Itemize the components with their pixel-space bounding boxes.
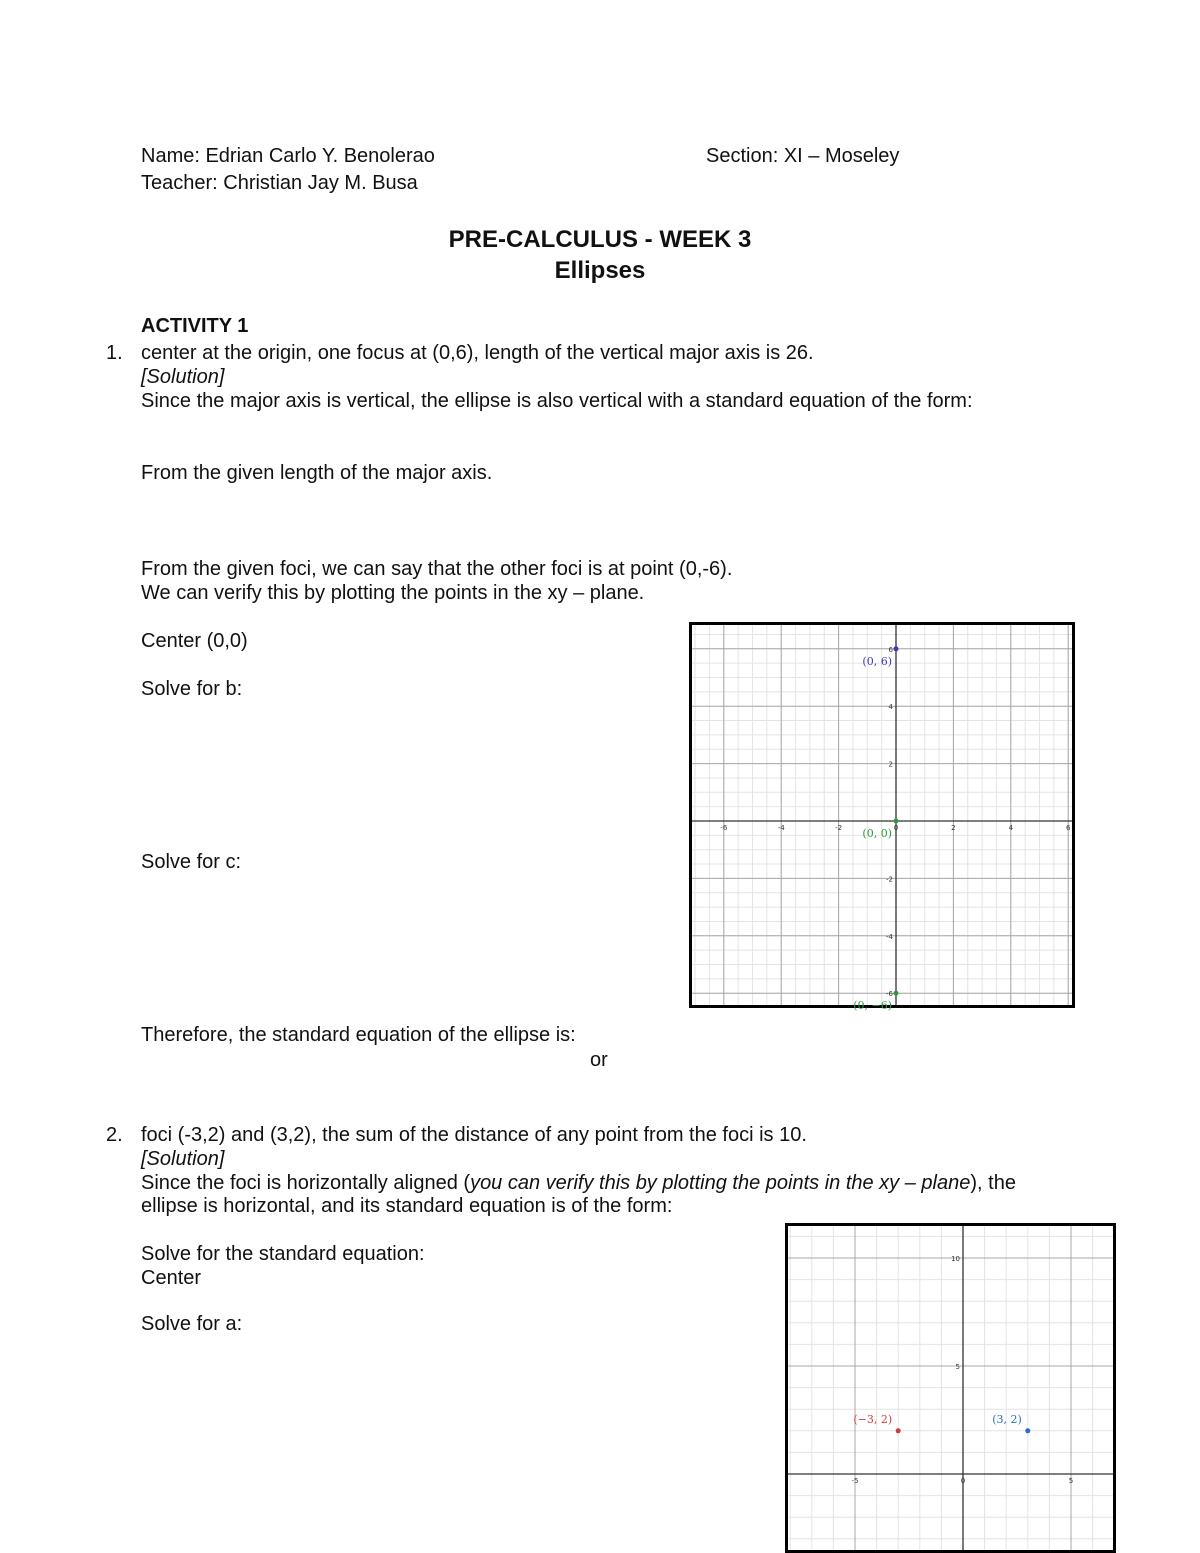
point-label: (0, 6): [862, 654, 892, 668]
center-label: Center (0,0): [141, 630, 248, 652]
x-tick-label: -5: [851, 1477, 859, 1485]
x-tick-label: 0: [893, 824, 899, 832]
y-tick-label: -2: [886, 875, 893, 884]
x-tick-label: -6: [720, 824, 728, 832]
graph-plot: [788, 1226, 1113, 1550]
y-tick-label: 2: [888, 760, 893, 769]
point-label: (3, 2): [992, 1412, 1022, 1426]
conclusion-text: Therefore, the standard equation of the ellipse is:: [141, 1024, 576, 1046]
data-point: [894, 991, 899, 996]
point-label: (0, −6): [853, 999, 892, 1013]
problem-statement: foci (-3,2) and (3,2), the sum of the distance of any point from the foci is 10.: [141, 1124, 807, 1146]
x-tick-label: -2: [835, 824, 843, 832]
x-tick-label: 5: [1068, 1477, 1074, 1485]
graph-foci-horizontal: [785, 1223, 1116, 1553]
point-label: (−3, 2): [853, 1412, 893, 1426]
x-tick-label: 2: [951, 824, 956, 832]
problem-number: 2.: [106, 1124, 123, 1146]
solution-text: We can verify this by plotting the points in the xy – plane.: [141, 582, 645, 604]
data-point: [894, 646, 899, 651]
solve-c-label: Solve for c:: [141, 851, 242, 873]
solution-text: From the given foci, we can say that the other foci is at point (0,-6).: [141, 558, 733, 580]
data-point: [1025, 1428, 1030, 1433]
solution-text: From the given length of the major axis.: [141, 462, 493, 484]
y-tick-label: 6: [888, 645, 893, 654]
graph-plot: [692, 625, 1072, 1013]
y-tick-label: 4: [888, 703, 893, 712]
graph-foci-vertical: [689, 622, 1075, 1013]
problem-number: 1.: [106, 342, 123, 364]
x-tick-label: -4: [777, 824, 785, 832]
page-title: PRE-CALCULUS - WEEK 3: [448, 226, 752, 253]
y-tick-label: -4: [886, 932, 893, 941]
x-tick-label: 4: [1008, 824, 1014, 832]
student-name: Name: Edrian Carlo Y. Benolerao: [141, 145, 435, 167]
or-text: or: [590, 1049, 608, 1071]
solution-text: [141, 1171, 1016, 1195]
solve-a-label: Solve for a:: [141, 1313, 243, 1335]
solve-standard-label: Solve for the standard equation:: [141, 1243, 425, 1265]
solution-text-part: ), the: [970, 1172, 1016, 1194]
section: Section: XI – Moseley: [706, 145, 900, 167]
y-tick-label: 10: [951, 1255, 960, 1263]
solution-text: Since the major axis is vertical, the ellipse is also vertical with a standard equation of the form:: [141, 390, 973, 412]
solution-text-italic: you can verify this by plotting the points in the xy – plane: [470, 1172, 971, 1194]
data-point: [894, 819, 899, 824]
y-tick-label: 5: [955, 1363, 960, 1371]
solution-label: [Solution]: [141, 1148, 225, 1170]
data-point: [896, 1428, 901, 1433]
center-label: Center: [141, 1267, 202, 1289]
problem-statement: center at the origin, one focus at (0,6), length of the vertical major axis is 26.: [141, 342, 814, 364]
x-tick-label: 6: [1065, 824, 1071, 832]
page-subtitle: Ellipses: [554, 257, 646, 284]
activity-heading: ACTIVITY 1: [141, 315, 249, 337]
solution-label: [Solution]: [141, 366, 225, 388]
teacher-name: Teacher: Christian Jay M. Busa: [141, 172, 418, 194]
solution-text-part: Since the foci is horizontally aligned (: [141, 1172, 471, 1194]
solution-text: ellipse is horizontal, and its standard equation is of the form:: [141, 1195, 673, 1217]
point-label: (0, 0): [862, 827, 892, 840]
solve-b-label: Solve for b:: [141, 678, 243, 700]
x-tick-label: 0: [960, 1477, 966, 1485]
y-tick-label: -6: [886, 990, 893, 999]
